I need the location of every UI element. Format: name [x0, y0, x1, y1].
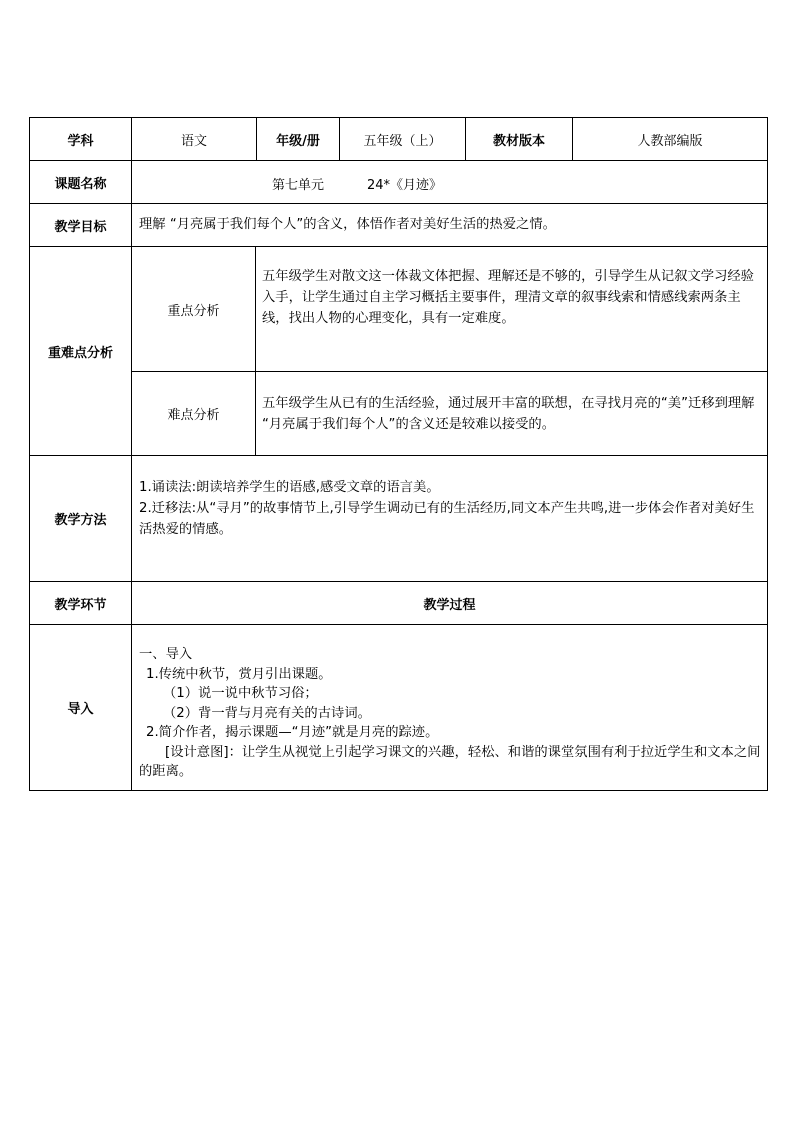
subject-value: 语文	[180, 133, 207, 149]
key-point-label: 重点分析	[167, 303, 220, 319]
methods-list	[139, 477, 761, 540]
lesson-title: 24*《月迹》	[367, 178, 443, 193]
grade-value: 五年级（上）	[363, 133, 442, 149]
intro-line: 1.传统中秋节，赏月引出课题。	[146, 666, 332, 682]
design-intent: [设计意图]：让学生从视觉上引起学习课文的兴趣，轻松、和谐的课堂氛围有利于拉近学生和文本之间的距离。	[139, 744, 761, 779]
lesson-title-cell	[132, 161, 767, 203]
goal-label: 教学目标	[54, 219, 107, 235]
analysis-label: 重难点分析	[47, 345, 113, 361]
subject-label: 学科	[67, 133, 94, 149]
goal-text: 理解 “月亮属于我们每个人”的含义，体悟作者对美好生活的热爱之情。	[139, 217, 556, 232]
intro-content	[139, 645, 761, 782]
methods-label: 教学方法	[54, 513, 107, 528]
lesson-label: 课题名称	[54, 176, 107, 192]
methods-item: 2.迁移法:从“寻月”的故事情节上,引导学生调动已有的生活经历,同文本产生共鸣,进一步体会作者对美好生活热爱的情感。	[139, 501, 755, 537]
difficult-point-text: 五年级学生从已有的生活经验，通过展开丰富的联想，在寻找月亮的“美”迁移到理解 “月亮属于我们每个人”的含义还是较难以接受的。	[262, 396, 755, 432]
intro-line: 2.简介作者，揭示课题—“月迹”就是月亮的踪迹。	[146, 725, 439, 740]
edition-label: 教材版本	[492, 133, 545, 149]
table-rule	[29, 203, 767, 204]
key-point-text: 五年级学生对散文这一体裁文体把握、理解还是不够的，引导学生从记叙文学习经验入手，让学生通过自主学习概括主要事件，理清文章的叙事线索和情感线索两条主线，找出人物的心理变化，具有一定难度。	[262, 269, 754, 326]
intro-line: （2）背一背与月亮有关的古诗词。	[163, 705, 371, 721]
table-rule	[29, 624, 767, 625]
process-header: 教学过程	[423, 597, 476, 613]
grade-label: 年级/册	[276, 133, 320, 149]
table-rule	[29, 455, 767, 456]
intro-label: 导入	[67, 702, 94, 717]
difficult-point-label: 难点分析	[167, 408, 220, 423]
table-border-right	[767, 117, 768, 791]
stage-header: 教学环节	[54, 597, 107, 613]
table-border-bottom	[29, 790, 767, 791]
lesson-unit: 第七单元	[272, 178, 325, 193]
intro-heading: 一、导入	[139, 647, 193, 662]
edition-value: 人教部编版	[637, 133, 703, 149]
table-column-rule	[255, 246, 256, 456]
intro-line: （1）说一说中秋节习俗；	[163, 686, 318, 701]
methods-item: 1.诵读法:朗读培养学生的语感,感受文章的语言美。	[139, 480, 440, 495]
